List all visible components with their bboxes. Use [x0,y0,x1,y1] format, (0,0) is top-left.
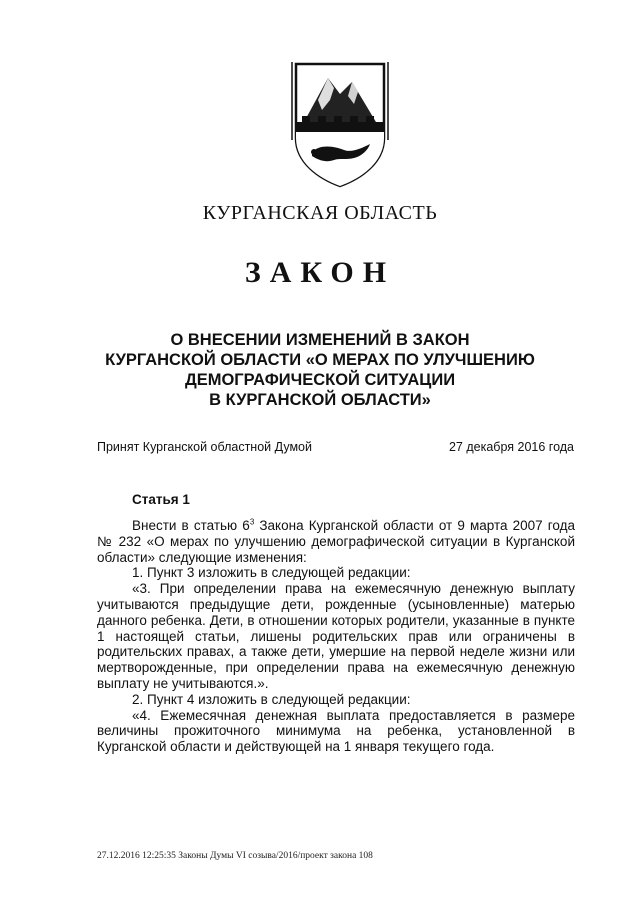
item-2-heading: 2. Пункт 4 изложить в следующей редакции: [132,691,411,707]
law-title [80,330,560,410]
law-title-line: О ВНЕСЕНИИ ИЗМЕНЕНИЙ В ЗАКОН [170,331,470,349]
item-1-text: «3. При определении права на ежемесячную денежную выплату учитываются предыдущие дети, рожденные (усыновленные) матерью данного ребенка. Дети, в отношении которых родители, указанные в пункте 1 настоящей статьи, лишены родительских прав или ограничены в родительских правах, а также дети, умершие на первой неделе жизни или мертворожденные, при определении права на ежемесячную денежную выплату не учитываются.». [97,581,575,691]
article-intro-end: Закона Курганской области от 9 марта 2007 года № 232 «О мерах по улучшению демографической ситуации в Курганской области» следующие изменения: [97,518,575,565]
article-heading: Статья 1 [132,492,190,507]
article-intro-start: Внести в статью 6 [132,518,250,533]
item-1-heading: 1. Пункт 3 изложить в следующей редакции: [132,565,411,581]
adoption-date: 27 декабря 2016 года [448,440,574,454]
article-intro [97,518,575,565]
law-title-line: КУРГАНСКОЙ ОБЛАСТИ «О МЕРАХ ПО УЛУЧШЕНИЮ [105,351,535,369]
article-body [97,518,575,755]
law-title-line: В КУРГАНСКОЙ ОБЛАСТИ» [209,391,431,409]
law-title-line: ДЕМОГРАФИЧЕСКОЙ СИТУАЦИИ [184,371,456,389]
footer-stamp: 27.12.2016 12:25:35 Законы Думы VI созыва/2016/проект закона 108 [97,851,373,861]
article-intro-superscript: 3 [249,517,255,527]
coat-of-arms-icon [290,60,390,190]
region-name: КУРГАНСКАЯ ОБЛАСТЬ [202,202,438,224]
adopted-by: Принят Курганской областной Думой [97,440,312,454]
adoption-line [97,440,574,454]
item-2-text: «4. Ежемесячная денежная выплата предоставляется в размере величины прожиточного минимума на ребенка, установленной в Курганской области и действующей на 1 января текущего года. [97,707,575,755]
document-type: ЗАКОН [244,256,396,289]
